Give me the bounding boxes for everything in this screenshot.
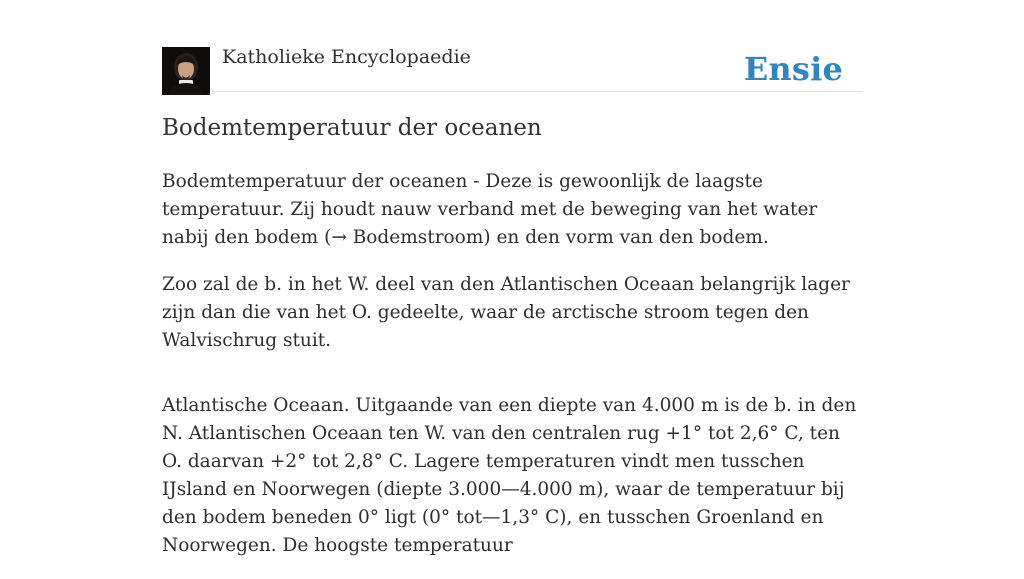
source-title[interactable]: Katholieke Encyclopaedie bbox=[222, 46, 471, 68]
brand-logo[interactable]: Ensie bbox=[743, 50, 843, 88]
author-avatar[interactable] bbox=[162, 47, 210, 95]
portrait-icon bbox=[162, 47, 210, 95]
article-body bbox=[162, 168, 862, 579]
page bbox=[162, 0, 862, 556]
paragraph: Zoo zal de b. in het W. deel van den Atlantischen Oceaan belangrijk lager zijn dan die van het O. gedeelte, waar de arctische stroom tegen den Walvischrug stuit. bbox=[162, 274, 850, 351]
header bbox=[162, 0, 862, 92]
paragraph: Bodemtemperatuur der oceanen - Deze is gewoonlijk de laagste temperatuur. Zij houdt nauw verband met de beweging van het water nabij den bodem (→ Bodemstroom) en den vorm van den bodem. bbox=[162, 171, 818, 248]
article-title: Bodemtemperatuur der oceanen bbox=[162, 115, 542, 141]
paragraph: Atlantische Oceaan. Uitgaande van een diepte van 4.000 m is de b. in den N. Atlantischen Oceaan ten W. van den centralen rug +1° tot 2,6° C, ten O. daarvan +2° tot 2,8° C. Lagere temperaturen vindt men tusschen IJsland en Noorwegen (diepte 3.000—4.000 m), waar de temperatuur bij den bodem beneden 0° ligt (0° tot—1,3° C), en tusschen Groenland en Noorwegen. De hoogste temperatuur bbox=[162, 395, 857, 556]
